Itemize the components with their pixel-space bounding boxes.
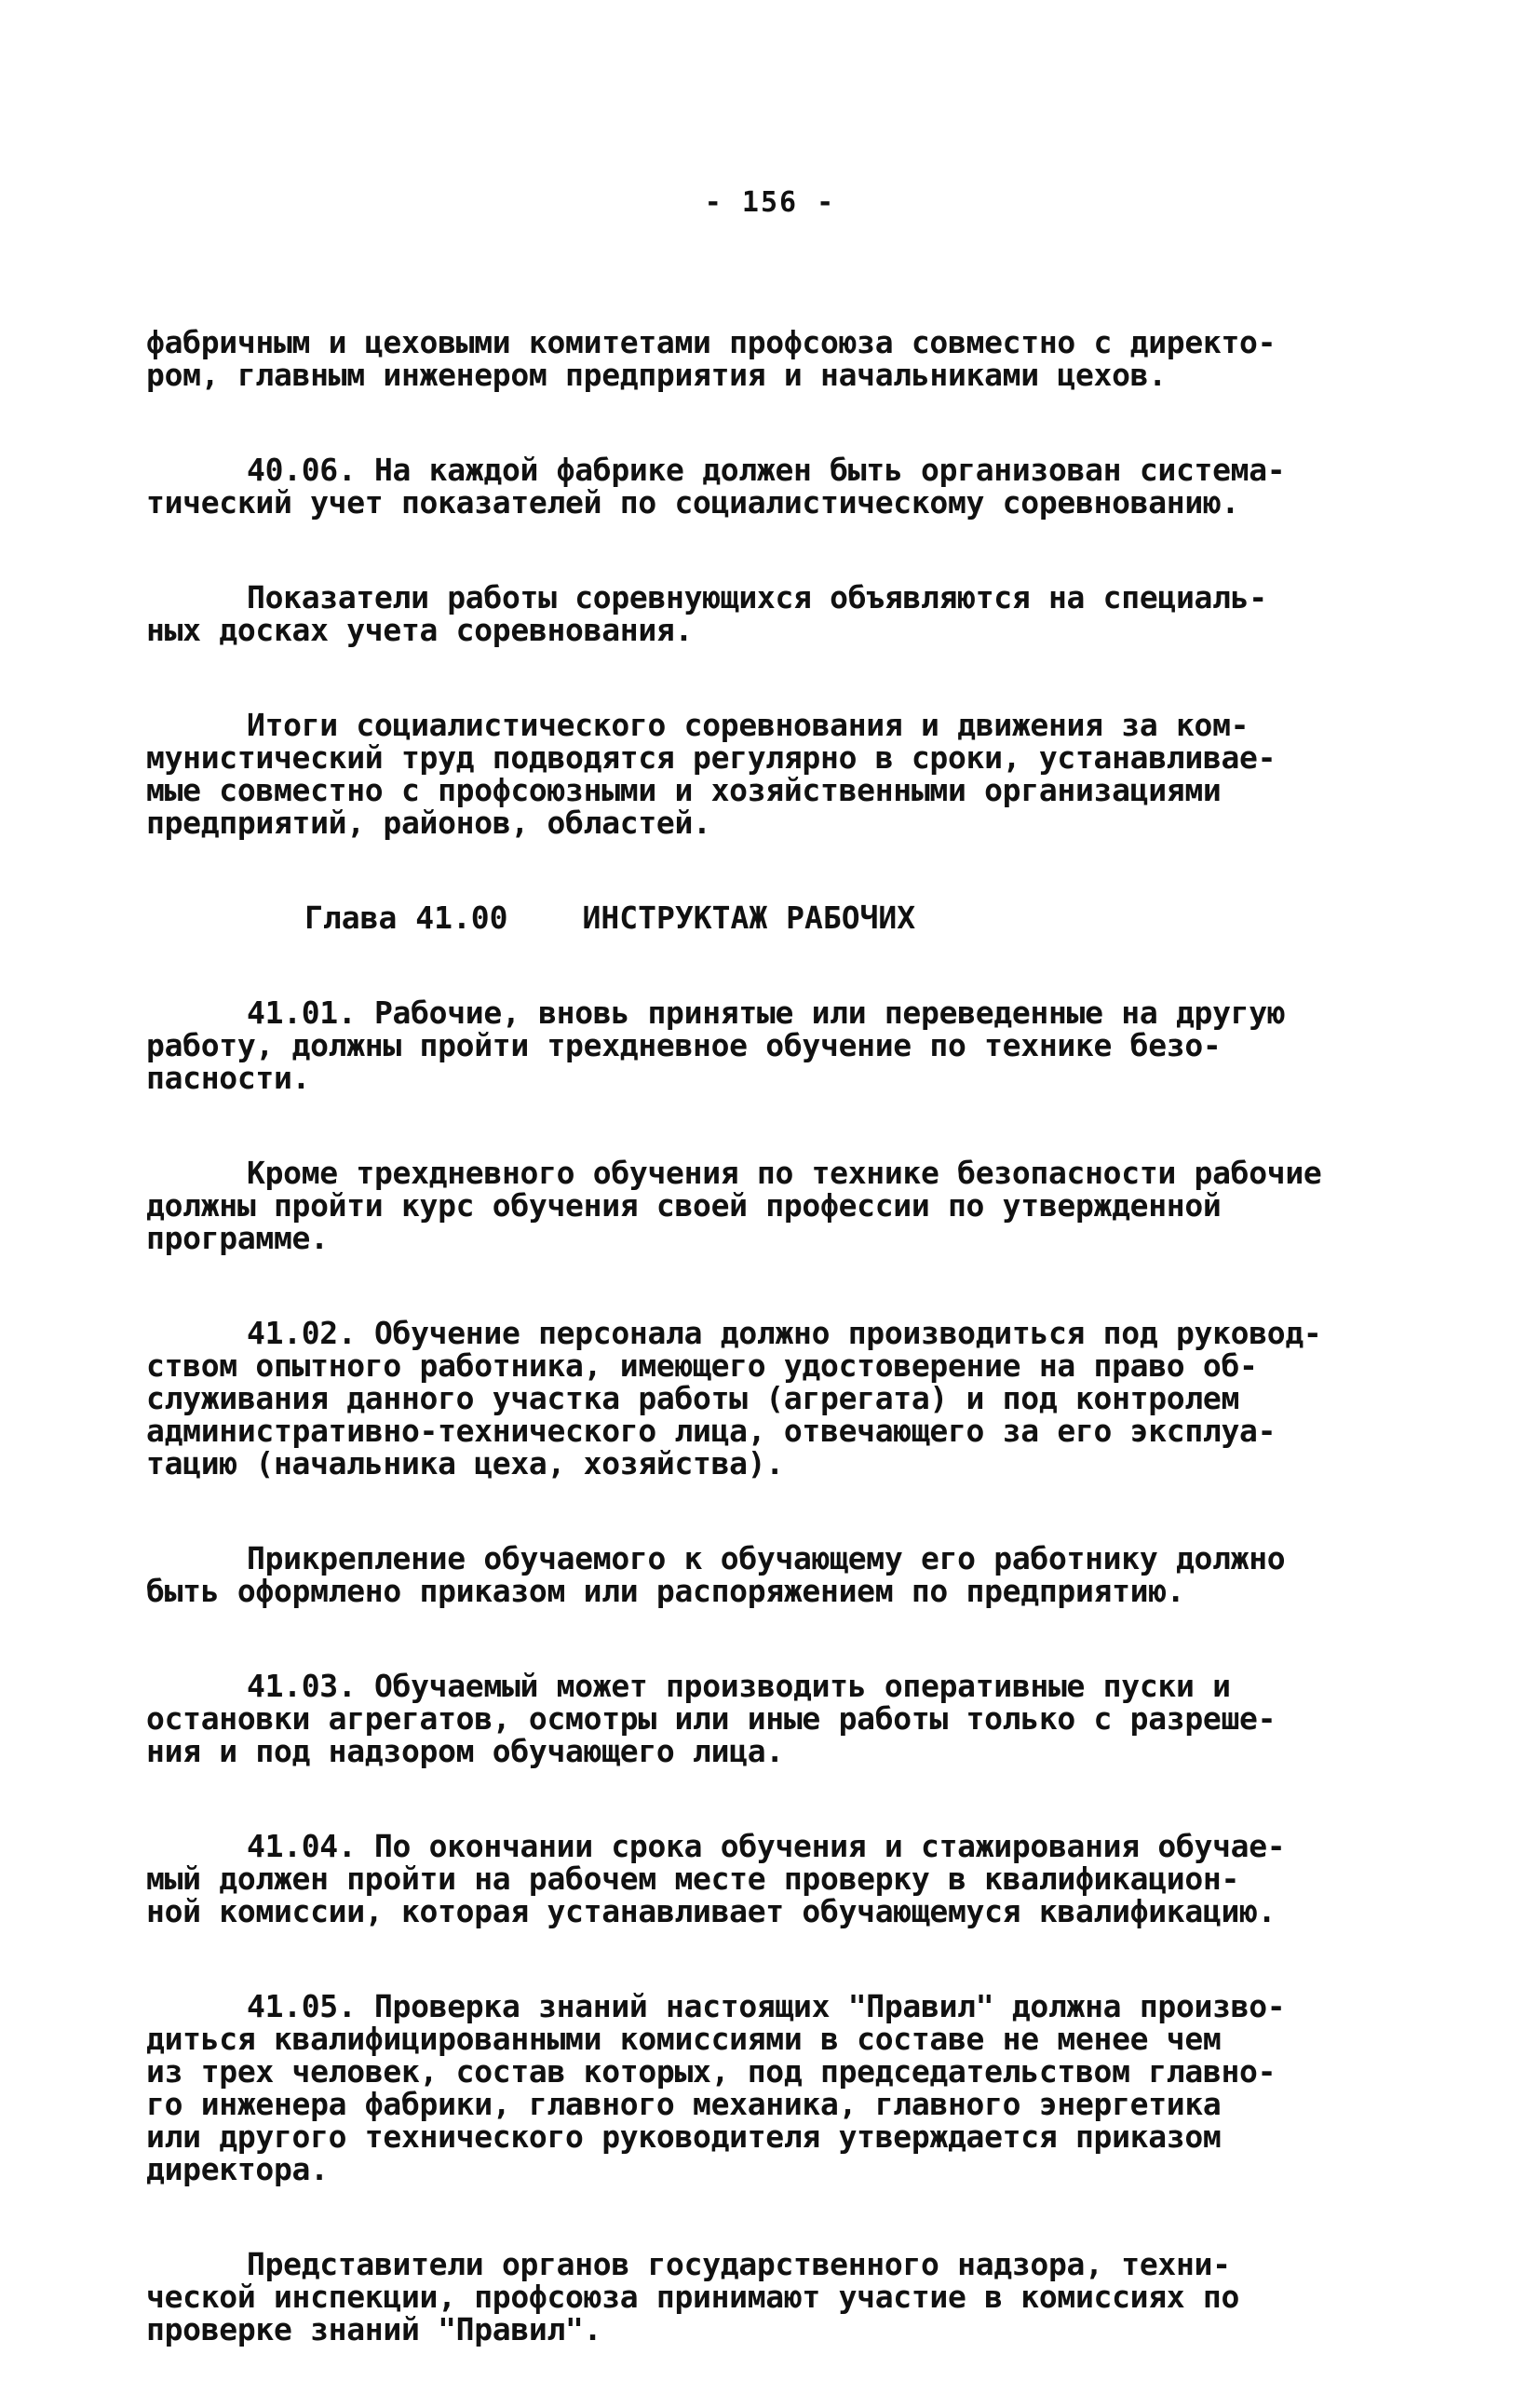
paragraph-representatives: Представители органов государственного надзора, техни- ческой инспекции, профсоюза принимают участие в комиссиях по проверке знаний "Правил". bbox=[146, 2246, 1240, 2347]
paragraph-40-06: 40.06. На каждой фабрике должен быть организован система- тический учет показателей по социалистическому соревнованию. bbox=[146, 452, 1286, 521]
paragraph-training-course: Кроме трехдневного обучения по технике безопасности рабочие должны пройти курс обучения своей профессии по утвержденной программе. bbox=[146, 1155, 1322, 1256]
paragraph-41-02: 41.02. Обучение персонала должно производиться под руковод- ством опытного работника, имеющего удостоверение на право об- служивания данного участка работы (агрегата) и под контролем административно-технического лица, отвечающего за его эксплуа- тацию (начальника цеха, хозяйства). bbox=[146, 1315, 1322, 1481]
paragraph-indicators: Показатели работы соревнующихся объявляются на специаль- ных досках учета соревнования. bbox=[146, 579, 1267, 648]
chapter-title: ИНСТРУКТАЖ РАБОЧИХ bbox=[582, 900, 916, 936]
document-body bbox=[146, 326, 1403, 2408]
paragraph-41-05: 41.05. Проверка знаний настоящих "Правил" должна произво- диться квалифицированными комиссиями в составе не менее чем из трех человек, состав которых, под председательством главно- го инженера фабрики, главного механика, главного энергетика или другого технического руководителя утверждается приказом директора. bbox=[146, 1988, 1286, 2187]
paragraph-assignment: Прикрепление обучаемого к обучающему его работнику должно быть оформлено приказом или распоряжением по предприятию. bbox=[146, 1540, 1286, 1609]
chapter-number: Глава 41.00 bbox=[304, 900, 508, 936]
paragraph-continuation: фабричным и цеховыми комитетами профсоюза совместно с директо- ром, главным инженером предприятия и начальниками цехов. bbox=[146, 324, 1277, 393]
chapter-heading bbox=[146, 901, 1403, 934]
paragraph-41-04: 41.04. По окончании срока обучения и стажирования обучае- мый должен пройти на рабочем месте проверку в квалификацион- ной комиссии, которая устанавливает обучающемуся квалификацию. bbox=[146, 1828, 1286, 1929]
paragraph-41-03: 41.03. Обучаемый может производить оперативные пуски и остановки агрегатов, осмотры или иные работы только с разреше- ния и под надзором обучающего лица. bbox=[146, 1668, 1277, 1769]
page-number: - 156 - bbox=[704, 186, 836, 219]
paragraph-41-01: 41.01. Рабочие, вновь принятые или переведенные на другую работу, должны пройти трехдневное обучение по технике безо- пасности. bbox=[146, 994, 1286, 1096]
paragraph-results: Итоги социалистического соревнования и движения за ком- мунистический труд подводятся регулярно в сроки, устанавливае- мые совместно с профсоюзными и хозяйственными организациями предприятий, районов, областей. bbox=[146, 707, 1277, 841]
